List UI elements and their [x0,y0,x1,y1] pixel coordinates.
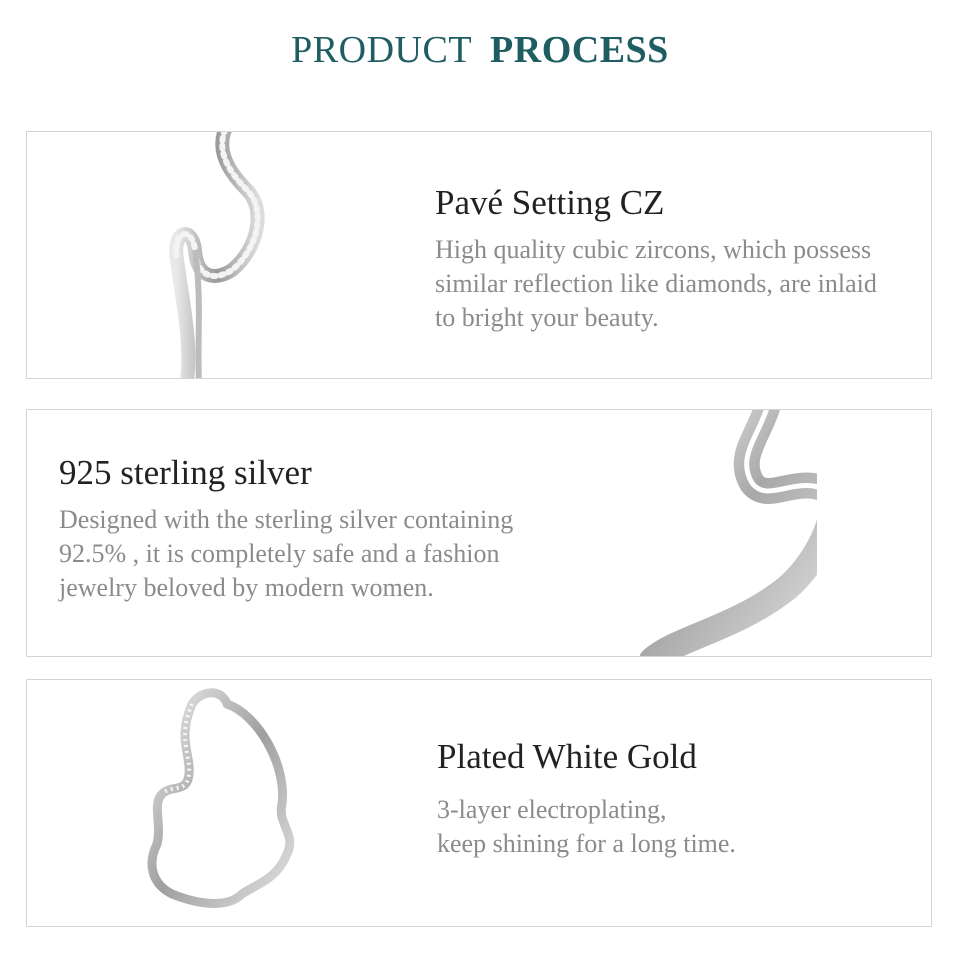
feature-text [59,454,513,605]
feature-title: 925 sterling silver [59,453,312,492]
page-title [0,28,960,72]
feature-description: Designed with the sterling silver containing 92.5% , it is completely safe and a fashion jewelry beloved by modern women. [59,504,514,602]
feature-description: 3-layer electroplating, keep shining for a long time. [437,794,736,858]
feature-description: High quality cubic zircons, which possess similar reflection like diamonds, are inlaid to bright your beauty. [435,234,877,332]
pave-ring-closeup-image [137,131,287,379]
feature-card-sterling-silver [26,409,932,657]
feature-title: Pavé Setting CZ [435,183,665,222]
feature-card-white-gold [26,679,932,927]
page-title-part2: PROCESS [490,29,669,71]
page-title-part1: PRODUCT [291,29,473,71]
feature-title: Plated White Gold [437,737,697,776]
feature-card-pave-setting [26,131,932,379]
silver-band-closeup-image [617,409,817,657]
feature-text [435,184,877,335]
full-ring-image [117,684,307,924]
feature-text [437,738,736,861]
